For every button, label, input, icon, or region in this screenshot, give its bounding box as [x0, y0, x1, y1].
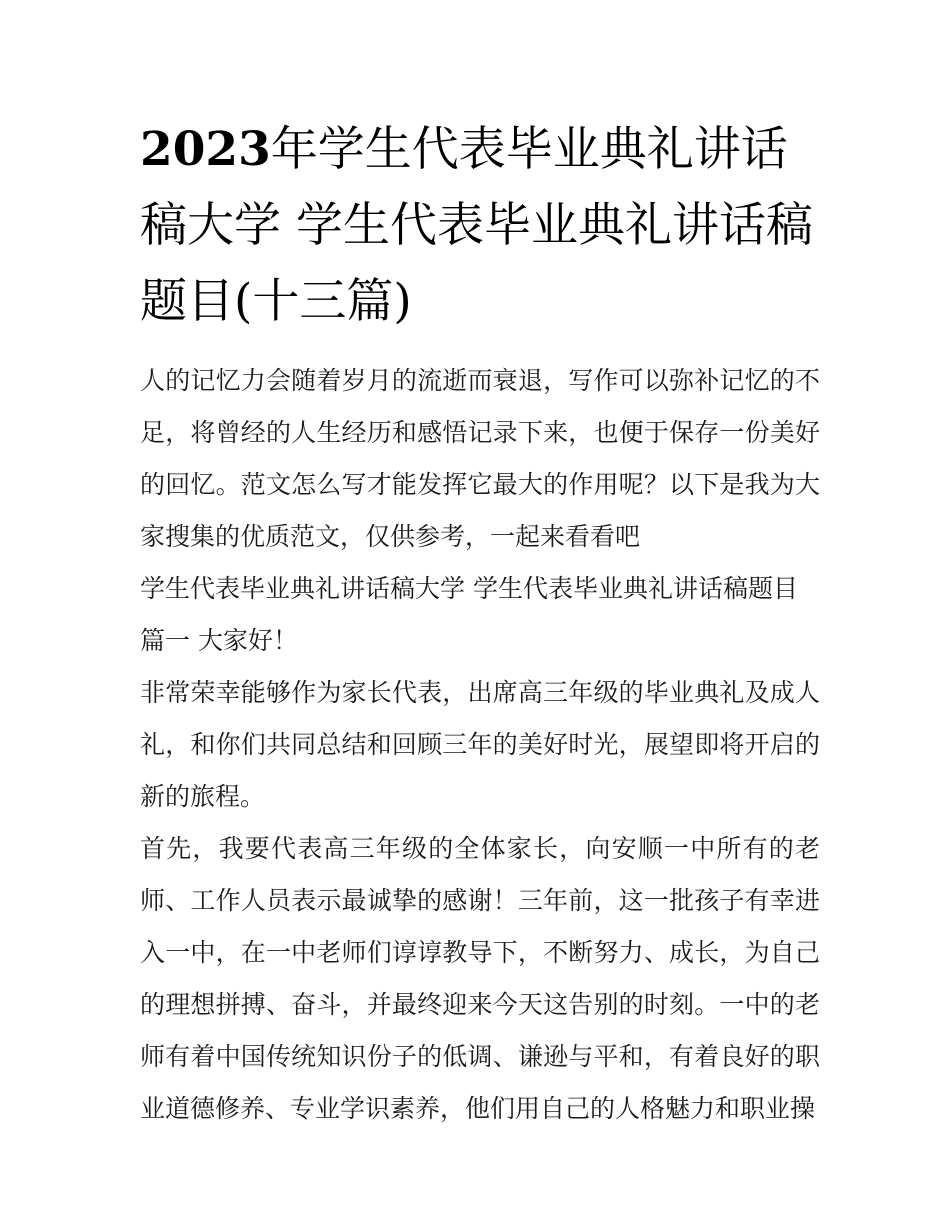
document-title — [140, 112, 820, 340]
body-paragraph: 非常荣幸能够作为家长代表，出席高三年级的毕业典礼及成人礼，和你们共同总结和回顾三年的美好时光，展望即将开启的新的旅程。 — [140, 678, 820, 811]
title-text: 年学生代表毕业典礼讲话稿大学 学生代表毕业典礼讲话稿题目(十三篇) — [140, 122, 813, 329]
intro-paragraph: 人的记忆力会随着岁月的流逝而衰退，写作可以弥补记忆的不足，将曾经的人生经历和感悟记录下来，也便于保存一份美好的回忆。范文怎么写才能发挥它最大的作用呢？以下是我为大家搜集的优质范文，仅供参考，一起来看看吧 — [140, 366, 820, 551]
body-paragraph: 首先，我要代表高三年级的全体家长，向安顺一中所有的老师、工作人员表示最诚挚的感谢！三年前，这一批孩子有幸进入一中，在一中老师们谆谆教导下，不断努力、成长，为自己的理想拼搏、奋斗，并最终迎来今天这告别的时刻。一中的老师有着中国传统知识份子的低调、谦逊与平和，有着良好的职业道德修养、专业学识素养，他们用自己的人格魅力和职业操 — [140, 834, 820, 1123]
document-body — [140, 355, 820, 1135]
chapter-greeting: 篇一 大家好！ — [140, 626, 298, 655]
section-heading: 学生代表毕业典礼讲话稿大学 学生代表毕业典礼讲话稿题目 — [140, 574, 798, 603]
title-year: 2023 — [140, 122, 271, 177]
